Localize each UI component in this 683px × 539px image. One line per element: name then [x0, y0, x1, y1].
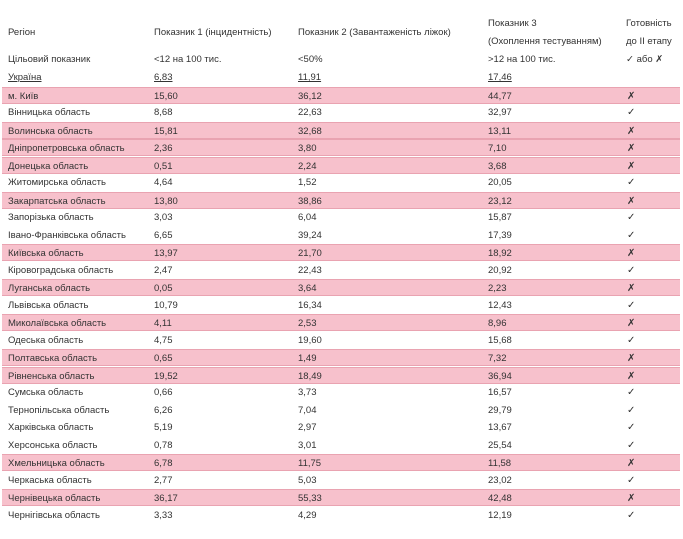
indicator-2-cell: 22,63 — [298, 107, 322, 118]
readiness-status-cell: ✗ — [627, 353, 636, 364]
indicator-1-cell: 0,51 — [154, 160, 173, 172]
table-row — [2, 262, 680, 279]
readiness-status-cell: ✓ — [627, 387, 636, 398]
table-row — [2, 87, 680, 104]
readiness-status-cell: ✗ — [627, 370, 636, 382]
indicator-1-cell: 15,81 — [154, 125, 178, 137]
indicator-2-cell: 6,04 — [298, 212, 317, 223]
table-row — [2, 384, 680, 401]
indicator-2-cell: 11,75 — [298, 458, 322, 469]
indicator-2-cell: 22,43 — [298, 264, 322, 276]
indicator-2-cell: 16,34 — [298, 299, 322, 311]
indicator-1-cell: 13,80 — [154, 195, 178, 207]
readiness-status-cell: ✓ — [627, 107, 636, 118]
indicator-3-cell: 12,43 — [488, 299, 512, 311]
header-readiness-line1: Готовність — [626, 18, 672, 29]
region-cell: Івано-Франківська область — [8, 229, 126, 241]
indicator-2-cell: 5,03 — [298, 474, 317, 486]
region-cell: Львівська область — [8, 299, 89, 311]
region-cell: Полтавська область — [8, 353, 98, 364]
indicator-1-cell: 19,52 — [154, 370, 178, 382]
readiness-status-cell: ✓ — [627, 509, 636, 521]
indicator-2-cell: 1,49 — [298, 353, 317, 364]
table-row — [2, 367, 680, 384]
indicator-3-cell: 29,79 — [488, 404, 512, 416]
header-indicator-1: Показник 1 (інцидентність) — [154, 27, 272, 38]
indicator-1-cell: 0,05 — [154, 283, 173, 294]
target-v1: <12 на 100 тис. — [154, 54, 222, 65]
table-row — [2, 227, 680, 244]
region-cell: Вінницька область — [8, 107, 91, 118]
readiness-status-cell: ✓ — [627, 177, 636, 188]
table-row — [2, 174, 680, 191]
indicator-3-cell: 16,57 — [488, 387, 512, 398]
indicator-3-cell: 12,19 — [488, 509, 512, 521]
readiness-status-cell: ✗ — [627, 125, 636, 137]
region-cell: Чернівецька область — [8, 493, 101, 504]
table-row — [2, 419, 680, 436]
header-readiness-line2: до ІІ етапу — [626, 36, 672, 47]
readiness-status-cell: ✗ — [627, 318, 636, 329]
indicator-3-cell: 42,48 — [488, 493, 512, 504]
indicator-2-cell: 2,97 — [298, 422, 317, 433]
readiness-status-cell: ✗ — [627, 90, 636, 102]
indicator-3-cell: 3,68 — [488, 160, 507, 172]
indicator-3-cell: 23,02 — [488, 474, 512, 486]
readiness-status-cell: ✗ — [627, 160, 636, 172]
table-row — [2, 192, 680, 209]
indicator-2-cell: 7,04 — [298, 404, 317, 416]
region-cell: Чернігівська область — [8, 509, 100, 521]
region-cell: Кіровоградська область — [8, 264, 114, 276]
indicator-1-cell: 6,78 — [154, 458, 173, 469]
indicator-2-cell: 3,01 — [298, 439, 317, 451]
indicator-3-cell: 15,87 — [488, 212, 512, 223]
indicator-2-cell: 4,29 — [298, 509, 317, 521]
table-row — [2, 139, 680, 156]
indicator-2-cell: 21,70 — [298, 248, 322, 259]
indicator-3-cell: 20,05 — [488, 177, 512, 188]
table-row — [2, 297, 680, 314]
table-row — [2, 454, 680, 471]
indicator-2-cell: 2,53 — [298, 318, 317, 329]
header-readiness-line3: ✓ або ✗ — [626, 54, 664, 65]
region-cell: Хмельницька область — [8, 458, 105, 469]
readiness-status-cell: ✗ — [627, 143, 636, 154]
indicator-1-cell: 3,33 — [154, 509, 173, 521]
indicator-1-cell: 13,97 — [154, 248, 178, 259]
indicator-3-cell: 7,10 — [488, 143, 507, 154]
indicator-2-cell: 1,52 — [298, 177, 317, 188]
region-cell: Рівненська область — [8, 370, 95, 382]
indicator-1-cell: 0,66 — [154, 387, 173, 398]
region-cell: Сумська область — [8, 387, 84, 398]
region-cell: Волинська область — [8, 125, 93, 137]
region-cell: Дніпропетровська область — [8, 143, 125, 154]
table-row — [2, 209, 680, 226]
indicator-3-cell: 20,92 — [488, 264, 512, 276]
region-cell: Житомирська область — [8, 177, 106, 188]
table-row — [2, 437, 680, 454]
target-v3: >12 на 100 тис. — [488, 54, 556, 65]
region-cell: Запорізька область — [8, 212, 94, 223]
target-label: Цільовий показник — [8, 54, 91, 65]
indicator-1-cell: 36,17 — [154, 493, 178, 504]
table-row — [2, 122, 680, 139]
region-cell: Тернопільська область — [8, 404, 110, 416]
table-row — [2, 314, 680, 331]
table-row — [2, 402, 680, 419]
indicator-1-cell: 10,79 — [154, 299, 178, 311]
indicator-1-cell: 6,26 — [154, 404, 173, 416]
readiness-status-cell: ✓ — [627, 212, 636, 223]
indicator-1-cell: 0,78 — [154, 439, 173, 451]
table-row — [2, 507, 680, 524]
indicator-2-cell: 39,24 — [298, 229, 322, 241]
table-row — [2, 244, 680, 261]
region-cell: Одеська область — [8, 334, 84, 346]
readiness-status-cell: ✓ — [627, 422, 636, 433]
region-cell: Закарпатська область — [8, 195, 106, 207]
indicator-1-cell: 4,64 — [154, 177, 173, 188]
header-indicator-2: Показник 2 (Завантаженість ліжок) — [298, 27, 451, 38]
table-row — [2, 489, 680, 506]
indicator-1-cell: 2,36 — [154, 143, 173, 154]
indicator-2-cell: 3,64 — [298, 283, 317, 294]
region-cell: Миколаївська область — [8, 318, 107, 329]
region-cell: м. Київ — [8, 90, 39, 102]
region-cell: Луганська область — [8, 283, 91, 294]
indicator-3-cell: 7,32 — [488, 353, 507, 364]
table-row — [2, 349, 680, 366]
indicator-3-cell: 23,12 — [488, 195, 512, 207]
region-cell: Донецька область — [8, 160, 89, 172]
readiness-status-cell: ✓ — [627, 474, 636, 486]
region-cell: Київська область — [8, 248, 84, 259]
table-row — [2, 279, 680, 296]
indicator-1-cell: 15,60 — [154, 90, 178, 102]
indicator-3-cell: 8,96 — [488, 318, 507, 329]
indicator-3-cell: 25,54 — [488, 439, 512, 451]
indicator-2-cell: 11,91 — [298, 72, 322, 83]
indicator-3-cell: 2,23 — [488, 283, 507, 294]
readiness-status-cell: ✓ — [627, 334, 636, 346]
indicator-1-cell: 2,47 — [154, 264, 173, 276]
readiness-status-cell: ✓ — [627, 264, 636, 276]
readiness-status-cell: ✓ — [627, 299, 636, 311]
indicator-3-cell: 18,92 — [488, 248, 512, 259]
indicator-1-cell: 0,65 — [154, 353, 173, 364]
indicator-2-cell: 38,86 — [298, 195, 322, 207]
indicator-1-cell: 6,83 — [154, 72, 173, 83]
readiness-status-cell: ✗ — [627, 283, 636, 294]
indicator-3-cell: 17,39 — [488, 229, 512, 241]
indicator-1-cell: 8,68 — [154, 107, 173, 118]
indicator-3-cell: 17,46 — [488, 72, 512, 83]
header-indicator-3-line1: Показник 3 — [488, 18, 537, 29]
readiness-status-cell: ✓ — [627, 229, 636, 241]
indicator-3-cell: 44,77 — [488, 90, 512, 102]
indicator-2-cell: 55,33 — [298, 493, 322, 504]
table-row — [2, 332, 680, 349]
table-row — [2, 472, 680, 489]
region-cell: Херсонська область — [8, 439, 98, 451]
indicator-1-cell: 6,65 — [154, 229, 173, 241]
readiness-status-cell: ✗ — [627, 493, 636, 504]
indicator-3-cell: 13,67 — [488, 422, 512, 433]
table-row-ukraine — [2, 69, 680, 86]
region-cell: Харківська область — [8, 422, 94, 433]
header-region: Регіон — [8, 27, 36, 38]
indicator-2-cell: 3,80 — [298, 143, 317, 154]
readiness-status-cell: ✗ — [627, 195, 636, 207]
indicator-1-cell: 4,75 — [154, 334, 173, 346]
readiness-status-cell: ✓ — [627, 404, 636, 416]
indicator-3-cell: 11,58 — [488, 458, 512, 469]
readiness-status-cell: ✗ — [627, 458, 636, 469]
target-v2: <50% — [298, 54, 323, 65]
indicator-2-cell: 19,60 — [298, 334, 322, 346]
header-indicator-3-line2: (Охоплення тестуванням) — [488, 36, 602, 47]
indicator-2-cell: 18,49 — [298, 370, 322, 382]
indicator-1-cell: 3,03 — [154, 212, 173, 223]
indicator-2-cell: 32,68 — [298, 125, 322, 137]
readiness-status-cell: ✗ — [627, 248, 636, 259]
indicator-2-cell: 2,24 — [298, 160, 317, 172]
indicator-3-cell: 36,94 — [488, 370, 512, 382]
indicator-3-cell: 15,68 — [488, 334, 512, 346]
indicator-2-cell: 3,73 — [298, 387, 317, 398]
table-row — [2, 104, 680, 121]
region-cell: Черкаська область — [8, 474, 92, 486]
readiness-status-cell: ✓ — [627, 439, 636, 451]
table-row — [2, 157, 680, 174]
indicator-2-cell: 36,12 — [298, 90, 322, 102]
indicator-1-cell: 4,11 — [154, 318, 172, 329]
region-cell: Україна — [8, 72, 42, 83]
indicator-3-cell: 13,11 — [488, 125, 512, 137]
indicator-1-cell: 5,19 — [154, 422, 173, 433]
indicator-3-cell: 32,97 — [488, 107, 512, 118]
indicator-1-cell: 2,77 — [154, 474, 173, 486]
